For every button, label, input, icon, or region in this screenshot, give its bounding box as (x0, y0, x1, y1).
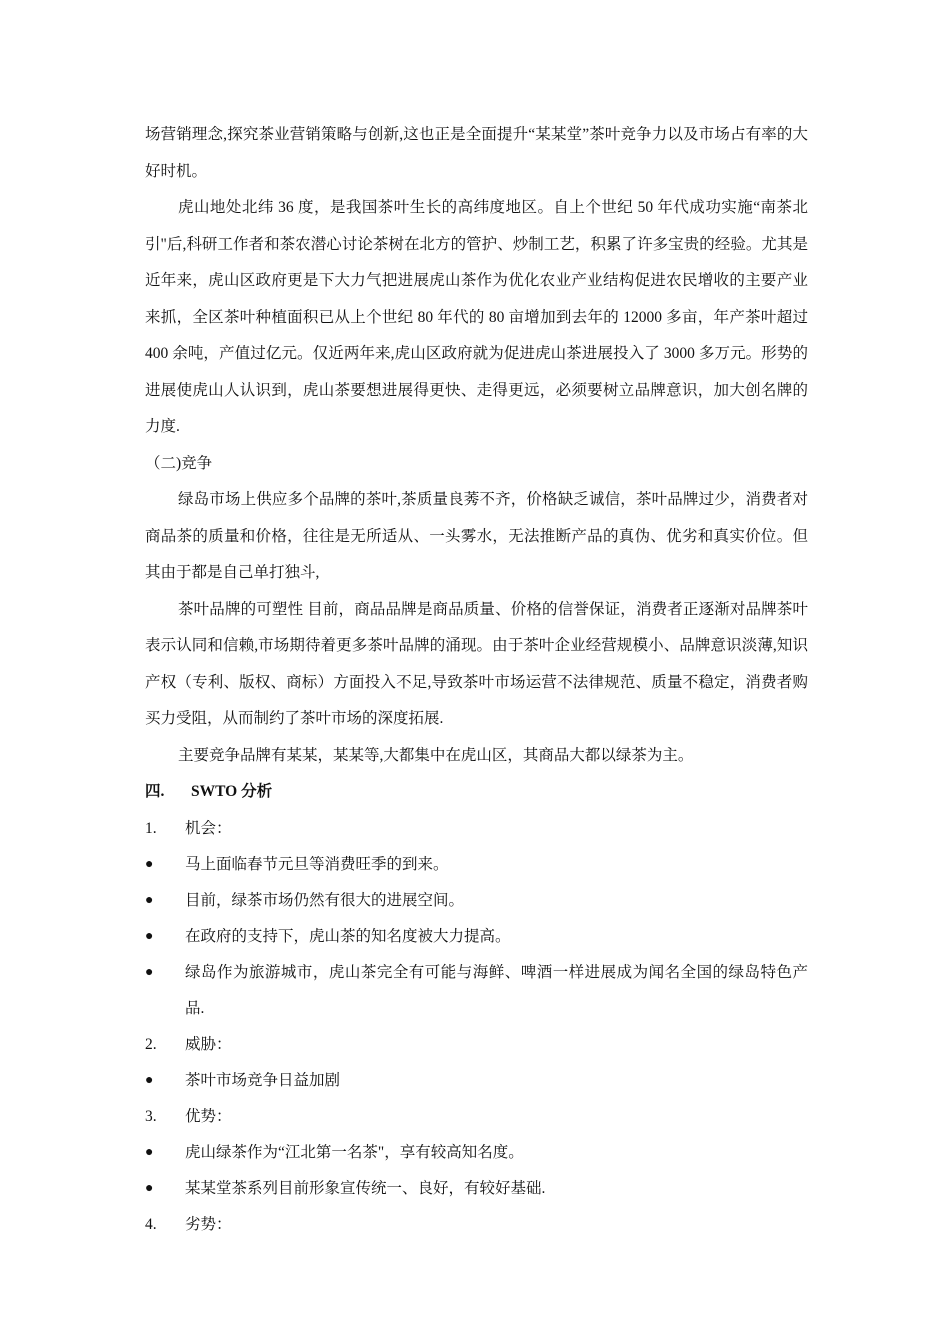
bullet-item (145, 883, 808, 919)
section-heading-swto (145, 774, 808, 811)
list-number: 3. (145, 1107, 157, 1125)
list-number: 1. (145, 819, 157, 837)
section-number: 四. (145, 783, 165, 800)
paragraph-main-competitors: 主要竞争品牌有某某，某某等,大都集中在虎山区，其商品大都以绿茶为主。 (178, 746, 694, 764)
bullet-icon: ● (145, 928, 154, 944)
bullet-text: 虎山绿茶作为“江北第一名茶"，享有较高知名度。 (185, 1143, 524, 1161)
list-number: 2. (145, 1035, 157, 1053)
bullet-text: 某某堂茶系列目前形象宣传统一、良好，有较好基础. (185, 1179, 546, 1197)
list-label: 优势： (185, 1107, 232, 1125)
bullet-item (145, 955, 808, 1027)
list-label: 劣势： (185, 1215, 232, 1233)
bullet-icon: ● (145, 1180, 154, 1196)
paragraph-market-supply: 绿岛市场上供应多个品牌的茶叶,茶质量良莠不齐，价格缺乏诚信，茶叶品牌过少，消费者对商品茶的质量和价格，往往是无所适从、一头雾水，无法推断产品的真伪、优劣和真实价位。但其由于都是自己单打独斗, (145, 491, 808, 581)
bullet-icon: ● (145, 1072, 154, 1088)
document-body (145, 117, 808, 1243)
bullet-item (145, 847, 808, 883)
list-item-strengths (145, 1099, 808, 1135)
paragraph-brand-plasticity: 茶叶品牌的可塑性 目前，商品品牌是商品质量、价格的信誉保证，消费者正逐渐对品牌茶叶表示认同和信赖,市场期待着更多茶叶品牌的涌现。由于茶叶企业经营规模小、品牌意识淡薄,知识产权（专利、版权、商标）方面投入不足,导致茶叶市场运营不法律规范、质量不稳定，消费者购买力受阻，从而制约了茶叶市场的深度拓展. (145, 600, 808, 727)
list-number: 4. (145, 1215, 157, 1233)
list-item-threats (145, 1027, 808, 1063)
list-item-weaknesses (145, 1207, 808, 1243)
bullet-text: 茶叶市场竞争日益加剧 (185, 1071, 341, 1089)
list-label: 机会： (185, 819, 232, 837)
bullet-text: 目前，绿茶市场仍然有很大的进展空间。 (185, 891, 465, 909)
list-label: 威胁： (185, 1035, 232, 1053)
bullet-icon: ● (145, 856, 154, 872)
list-item-opportunities (145, 811, 808, 847)
paragraph-marketing-opportunity: 场营销理念,探究茶业营销策略与创新,这也正是全面提升“某某堂”茶叶竞争力以及市场占有率的大好时机。 (145, 126, 808, 180)
bullet-item (145, 1135, 808, 1171)
bullet-item (145, 1171, 808, 1207)
paragraph-hushan-background: 虎山地处北纬 36 度，是我国茶叶生长的高纬度地区。自上个世纪 50 年代成功实施“南茶北引"后,科研工作者和茶农潜心讨论茶树在北方的管护、炒制工艺，积累了许多宝贵的经验。尤其是近年来，虎山区政府更是下大力气把进展虎山茶作为优化农业产业结构促进农民增收的主要产业来抓，全区茶叶种植面积已从上个世纪 80 年代的 80 亩增加到去年的 12000 多亩，年产茶叶超过 400 余吨，产值过亿元。仅近两年来,虎山区政府就为促进虎山茶进展投入了 3000 多万元。形势的进展使虎山人认识到，虎山茶要想进展得更快、走得更远，必须要树立品牌意识，加大创名牌的力度. (145, 199, 808, 435)
bullet-icon: ● (145, 892, 154, 908)
subheading-competition: （二)竞争 (145, 454, 213, 472)
bullet-text: 在政府的支持下，虎山茶的知名度被大力提高。 (185, 927, 511, 945)
bullet-item (145, 919, 808, 955)
bullet-icon: ● (145, 1144, 154, 1160)
section-title: SWTO 分析 (191, 783, 273, 800)
bullet-text: 绿岛作为旅游城市，虎山茶完全有可能与海鲜、啤酒一样进展成为闻名全国的绿岛特色产品. (185, 963, 808, 1017)
bullet-text: 马上面临春节元旦等消费旺季的到来。 (185, 855, 449, 873)
bullet-item (145, 1063, 808, 1099)
bullet-icon: ● (145, 964, 154, 980)
